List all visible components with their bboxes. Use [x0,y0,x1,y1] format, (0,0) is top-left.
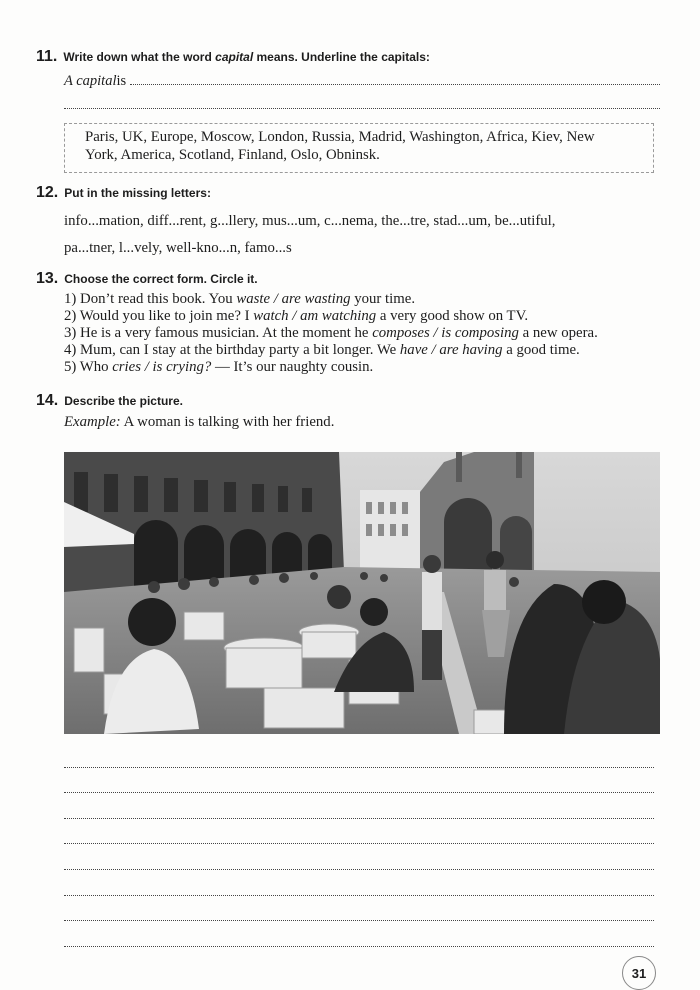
choice-options[interactable]: waste / are wasting [236,291,351,307]
photo-illustration [64,452,660,734]
exercise-12 [36,184,660,262]
exercise-title: Choose the correct form. Circle it. [64,272,258,286]
definition-line [64,72,660,90]
exercise-12-header [36,184,660,202]
answer-line[interactable] [64,819,654,845]
exercise-number: 12. [36,184,59,201]
word-box-line: York, America, Scotland, Finland, Oslo, Obninsk. [85,146,380,163]
sentence-1 [64,291,660,308]
choice-options[interactable]: composes / is composing [372,325,519,341]
exercise-13 [36,270,660,376]
sentence-text: 5) Who [64,359,113,375]
sentence-text: — It’s our naughty cousin. [211,359,374,375]
exercise-number: 11. [36,48,58,65]
choice-options[interactable]: have / are having [399,342,503,358]
exercise-11 [36,48,660,173]
exercise-title: Put in the missing letters: [64,186,211,200]
sentence-text: 3) He is a very famous musician. At the moment he [64,325,373,341]
sentence-text: a good time. [502,342,580,358]
example-sentence [64,414,660,431]
prompt-text: is [116,73,127,89]
answer-line[interactable] [64,742,654,768]
exercise-title [63,50,430,64]
title-emphasis: capital [215,50,254,64]
exercise-11-header [36,48,660,66]
sentence-5 [64,359,660,376]
answer-line[interactable] [64,793,654,819]
exercise-14-header [36,392,660,410]
answer-lines [64,742,654,947]
sentence-2 [64,308,660,325]
answer-line[interactable] [64,94,660,109]
sentence-text: a very good show on TV. [376,308,529,324]
answer-line[interactable] [64,844,654,870]
choice-options[interactable]: watch / am watching [253,308,377,324]
exercise-number: 13. [36,270,59,287]
title-text: Write down what the word [63,50,216,64]
sentence-text: 1) Don’t read this book. You [64,291,237,307]
sentence-4 [64,342,660,359]
answer-line[interactable] [64,896,654,922]
sentence-3 [64,325,660,342]
missing-letters-text [64,208,660,262]
exercise-number: 14. [36,392,59,409]
text-line: info...mation, diff...rent, g...llery, mus...um, c...nema, the...tre, stad...um, be...utiful, [64,213,556,229]
word-box-line: Paris, UK, Europe, Moscow, London, Russia, Madrid, Washington, Africa, Kiev, New [85,129,595,145]
answer-line[interactable] [130,72,660,85]
title-text: means. Underline the capitals: [253,50,430,64]
sentence-text: your time. [350,291,416,307]
example-text: A woman is talking with her friend. [120,414,335,430]
page-number: 31 [622,956,656,990]
exercise-13-header [36,270,660,288]
answer-line[interactable] [64,768,654,794]
text-line: pa...tner, l...vely, well-kno...n, famo...s [64,240,292,256]
sentence-text: a new opera. [518,325,598,341]
choice-options[interactable]: cries / is crying? [112,359,212,375]
example-label: Example: [64,414,121,430]
answer-line[interactable] [64,921,654,947]
word-box [64,123,654,173]
prompt-term: A capital [64,73,117,89]
piazza-cafe-photo [64,452,660,734]
sentence-text: 4) Mum, can I stay at the birthday party a bit longer. We [64,342,400,358]
exercise-title: Describe the picture. [64,394,183,408]
answer-line[interactable] [64,870,654,896]
exercise-14 [36,392,660,431]
sentence-text: 2) Would you like to join me? I [64,308,254,324]
